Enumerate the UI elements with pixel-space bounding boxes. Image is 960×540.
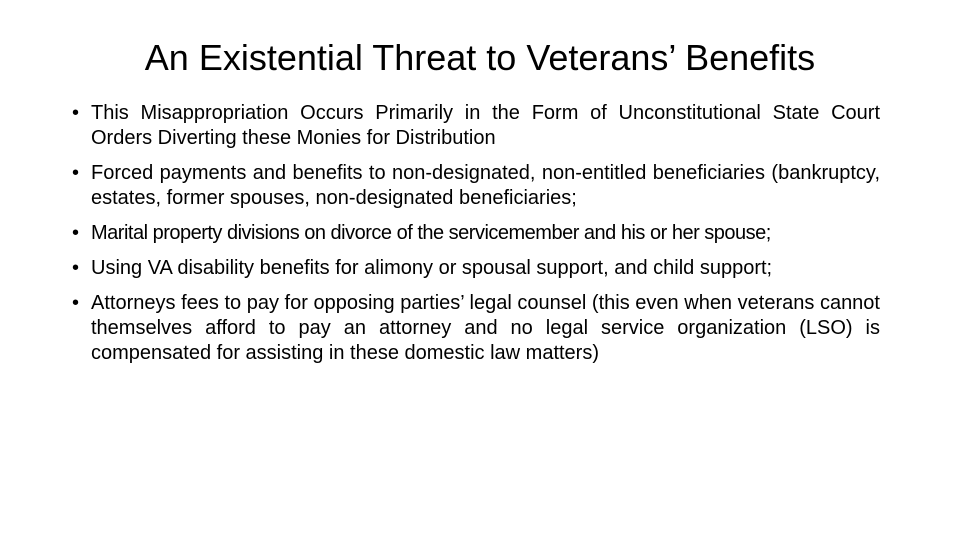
bullet-text: Forced payments and benefits to non-designated, non-entitled beneficiaries (bankruptcy, estates, former spouses, non-designated beneficiaries; — [91, 162, 880, 209]
bullet-item — [72, 291, 880, 366]
bullet-dot-icon: • — [72, 222, 80, 244]
slide-title: An Existential Threat to Veterans’ Benefits — [144, 37, 816, 78]
bullet-dot-icon: • — [72, 257, 80, 279]
bullet-list — [72, 101, 880, 376]
bullet-item — [72, 221, 880, 246]
bullet-dot-icon: • — [72, 102, 80, 124]
bullet-text: This Misappropriation Occurs Primarily in the Form of Unconstitutional State Court Orders Diverting these Monies for Distribution — [91, 102, 880, 149]
bullet-text: Attorneys fees to pay for opposing parties’ legal counsel (this even when veterans cannot themselves afford to pay an attorney and no legal service organization (LSO) is compensated for assisting in these domestic law matters) — [91, 292, 880, 364]
bullet-text: Marital property divisions on divorce of the servicemember and his or her spouse; — [91, 222, 771, 244]
bullet-item — [72, 161, 880, 211]
bullet-item — [72, 256, 880, 281]
bullet-dot-icon: • — [72, 162, 80, 184]
bullet-dot-icon: • — [72, 292, 80, 314]
bullet-item — [72, 101, 880, 151]
bullet-text: Using VA disability benefits for alimony or spousal support, and child support; — [91, 257, 773, 279]
